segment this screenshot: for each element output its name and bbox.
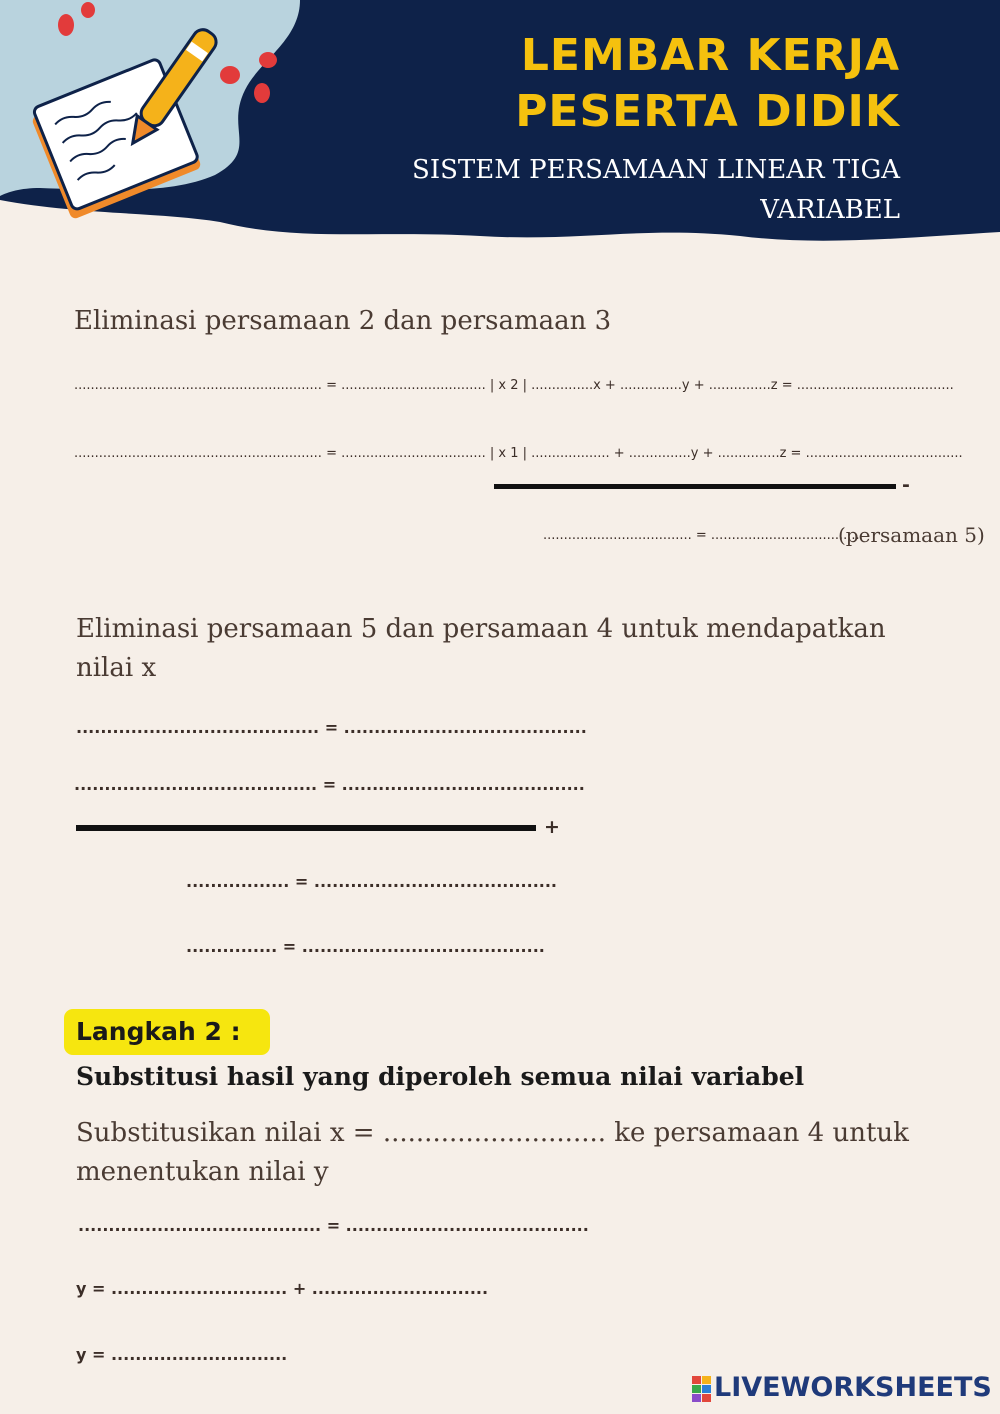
section1-result: .................................... = .................................... <box>543 528 860 543</box>
worksheet-subtitle <box>340 150 900 230</box>
step2-row3: y = ............................. <box>76 1345 288 1364</box>
plus-sign: + <box>544 816 560 838</box>
section2-row4: ............... = ........................................ <box>186 937 545 956</box>
minus-sign: - <box>902 474 910 496</box>
title-line-2: PESERTA DIDIK <box>515 86 900 137</box>
worksheet-title <box>515 28 900 140</box>
section1-heading: Eliminasi persamaan 2 dan persamaan 3 <box>74 306 612 336</box>
section2-heading-line1: Eliminasi persamaan 5 dan persamaan 4 untuk mendapatkan <box>76 614 886 644</box>
section2-row2: ........................................ = ........................................ <box>74 775 585 794</box>
title-line-1: LEMBAR KERJA <box>520 30 900 81</box>
addition-line <box>76 825 536 831</box>
step-badge-label: Langkah 2 : <box>76 1017 241 1046</box>
step2-title: Substitusi hasil yang diperoleh semua nilai variabel <box>76 1062 805 1091</box>
header <box>0 0 1000 250</box>
step2-text-line1: Substitusikan nilai x = ........................... ke persamaan 4 untuk <box>76 1118 909 1148</box>
step2-row1: ........................................ = ........................................ <box>78 1216 589 1235</box>
subtitle-line-1: SISTEM PERSAMAAN LINEAR TIGA <box>412 155 900 185</box>
subtraction-line <box>494 484 896 489</box>
subtitle-line-2: VARIABEL <box>760 195 900 225</box>
section2-row1: ........................................ = ........................................ <box>76 718 587 737</box>
step-badge <box>64 1009 270 1055</box>
section1-row1: ............................................................ = ................................... | x 2 | ...............x + ...............y + ...............z = ...................................... <box>74 378 954 393</box>
persamaan-5-label: (persamaan 5) <box>838 523 985 547</box>
section2-heading-line2: nilai x <box>76 653 157 683</box>
liveworksheets-brand: LIVEWORKSHEETS <box>714 1372 992 1403</box>
liveworksheets-logo-icon <box>692 1376 712 1402</box>
notebook-pen-icon <box>20 20 240 240</box>
step2-text-line2: menentukan nilai y <box>76 1157 329 1187</box>
step2-row2: y = ............................. + ............................. <box>76 1279 489 1298</box>
section2-row3: ................. = ........................................ <box>186 872 557 891</box>
section1-row2: ............................................................ = ................................... | x 1 | ................... + ...............y + ...............z = ...................................... <box>74 446 963 461</box>
